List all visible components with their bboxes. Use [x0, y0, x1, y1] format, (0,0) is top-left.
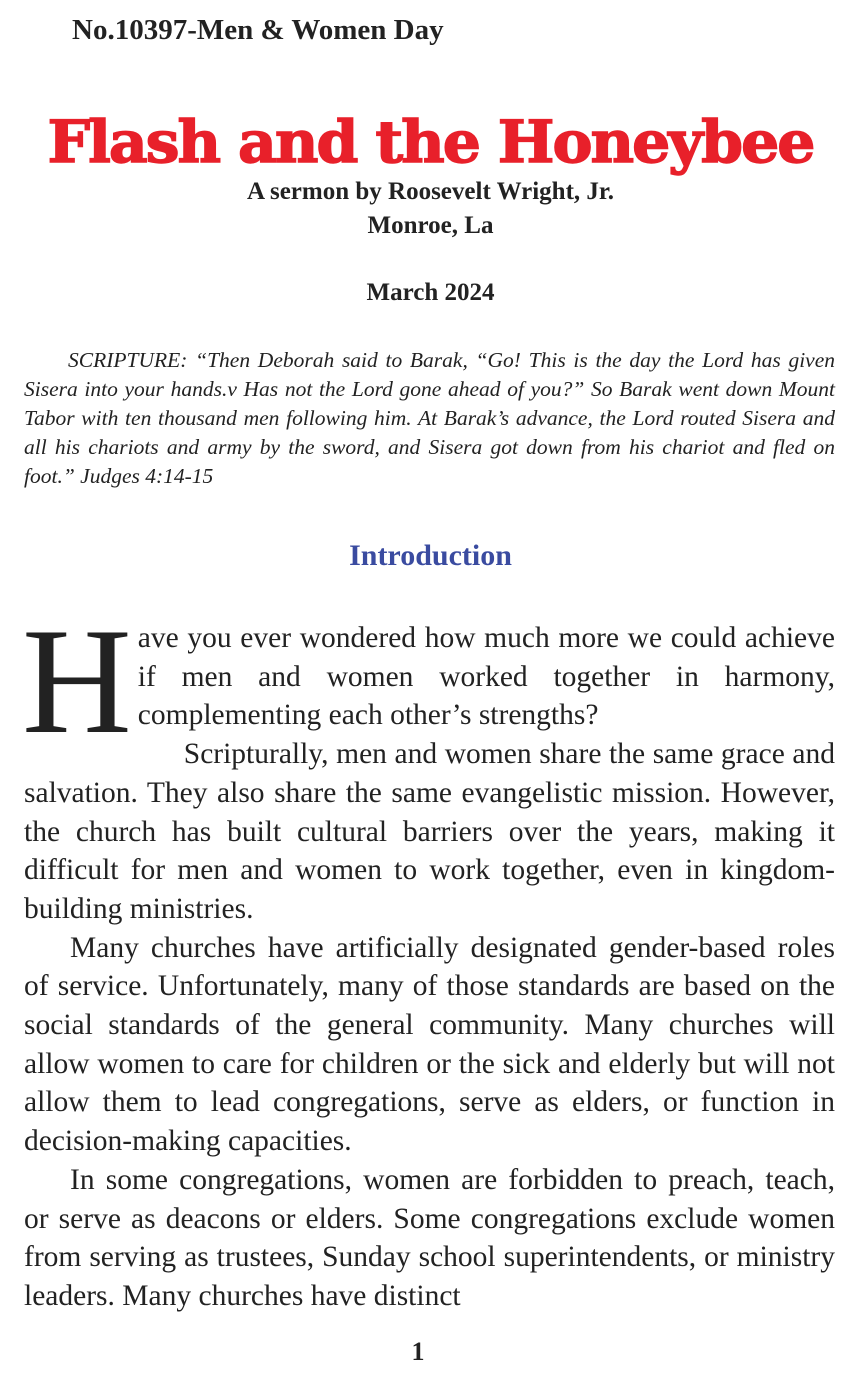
page-number: 1 — [411, 1337, 425, 1366]
body-paragraph-2: Scripturally, men and women share the same grace and salvation. They also share the same evangelistic mission. However, the church has built cultural barriers over the years, making it difficult for men and women to work together, even in kingdom-building ministries. — [24, 738, 835, 925]
sermon-body — [22, 597, 835, 1316]
body-paragraph-4: In some congregations, women are forbidden to preach, teach, or serve as deacons or elders. Some congregations exclude women from serving as trustees, Sunday school superintendents, or ministry leaders. Many churches have distinct — [24, 1163, 835, 1312]
author-line: A sermon by Roosevelt Wright, Jr. — [247, 178, 614, 205]
drop-cap: H — [22, 597, 132, 765]
scripture-passage: SCRIPTURE: “Then Deborah said to Barak, “Go! This is the day the Lord has given Sisera into your hands.v Has not the Lord gone ahead of you?” So Barak went down Mount Tabor with ten thousand men following him. At Barak’s advance, the Lord routed Sisera and all his chariots and army by the sword, and Sisera got down from his chariot and fled on foot.” Judges 4:14-15 — [24, 348, 835, 488]
date-line: March 2024 — [366, 279, 495, 306]
body-paragraph-1-text: ave you ever wondered how much more we could achieve if men and women worked together in harmony, complementing each other’s strengths? — [137, 622, 835, 732]
section-heading-introduction: Introduction — [349, 539, 512, 572]
location-line: Monroe, La — [367, 212, 494, 239]
sermon-title: Flash and the Honeybee — [47, 109, 814, 177]
body-paragraph-1 — [22, 597, 835, 765]
body-paragraph-3: Many churches have artificially designated gender-based roles of service. Unfortunately, many of those standards are based on the social standards of the general community. Many churches will allow women to care for children or the sick and elderly but will not allow them to lead congregations, serve as elders, or function in decision-making capacities. — [24, 931, 835, 1158]
document-number: No.10397-Men & Women Day — [72, 14, 444, 46]
